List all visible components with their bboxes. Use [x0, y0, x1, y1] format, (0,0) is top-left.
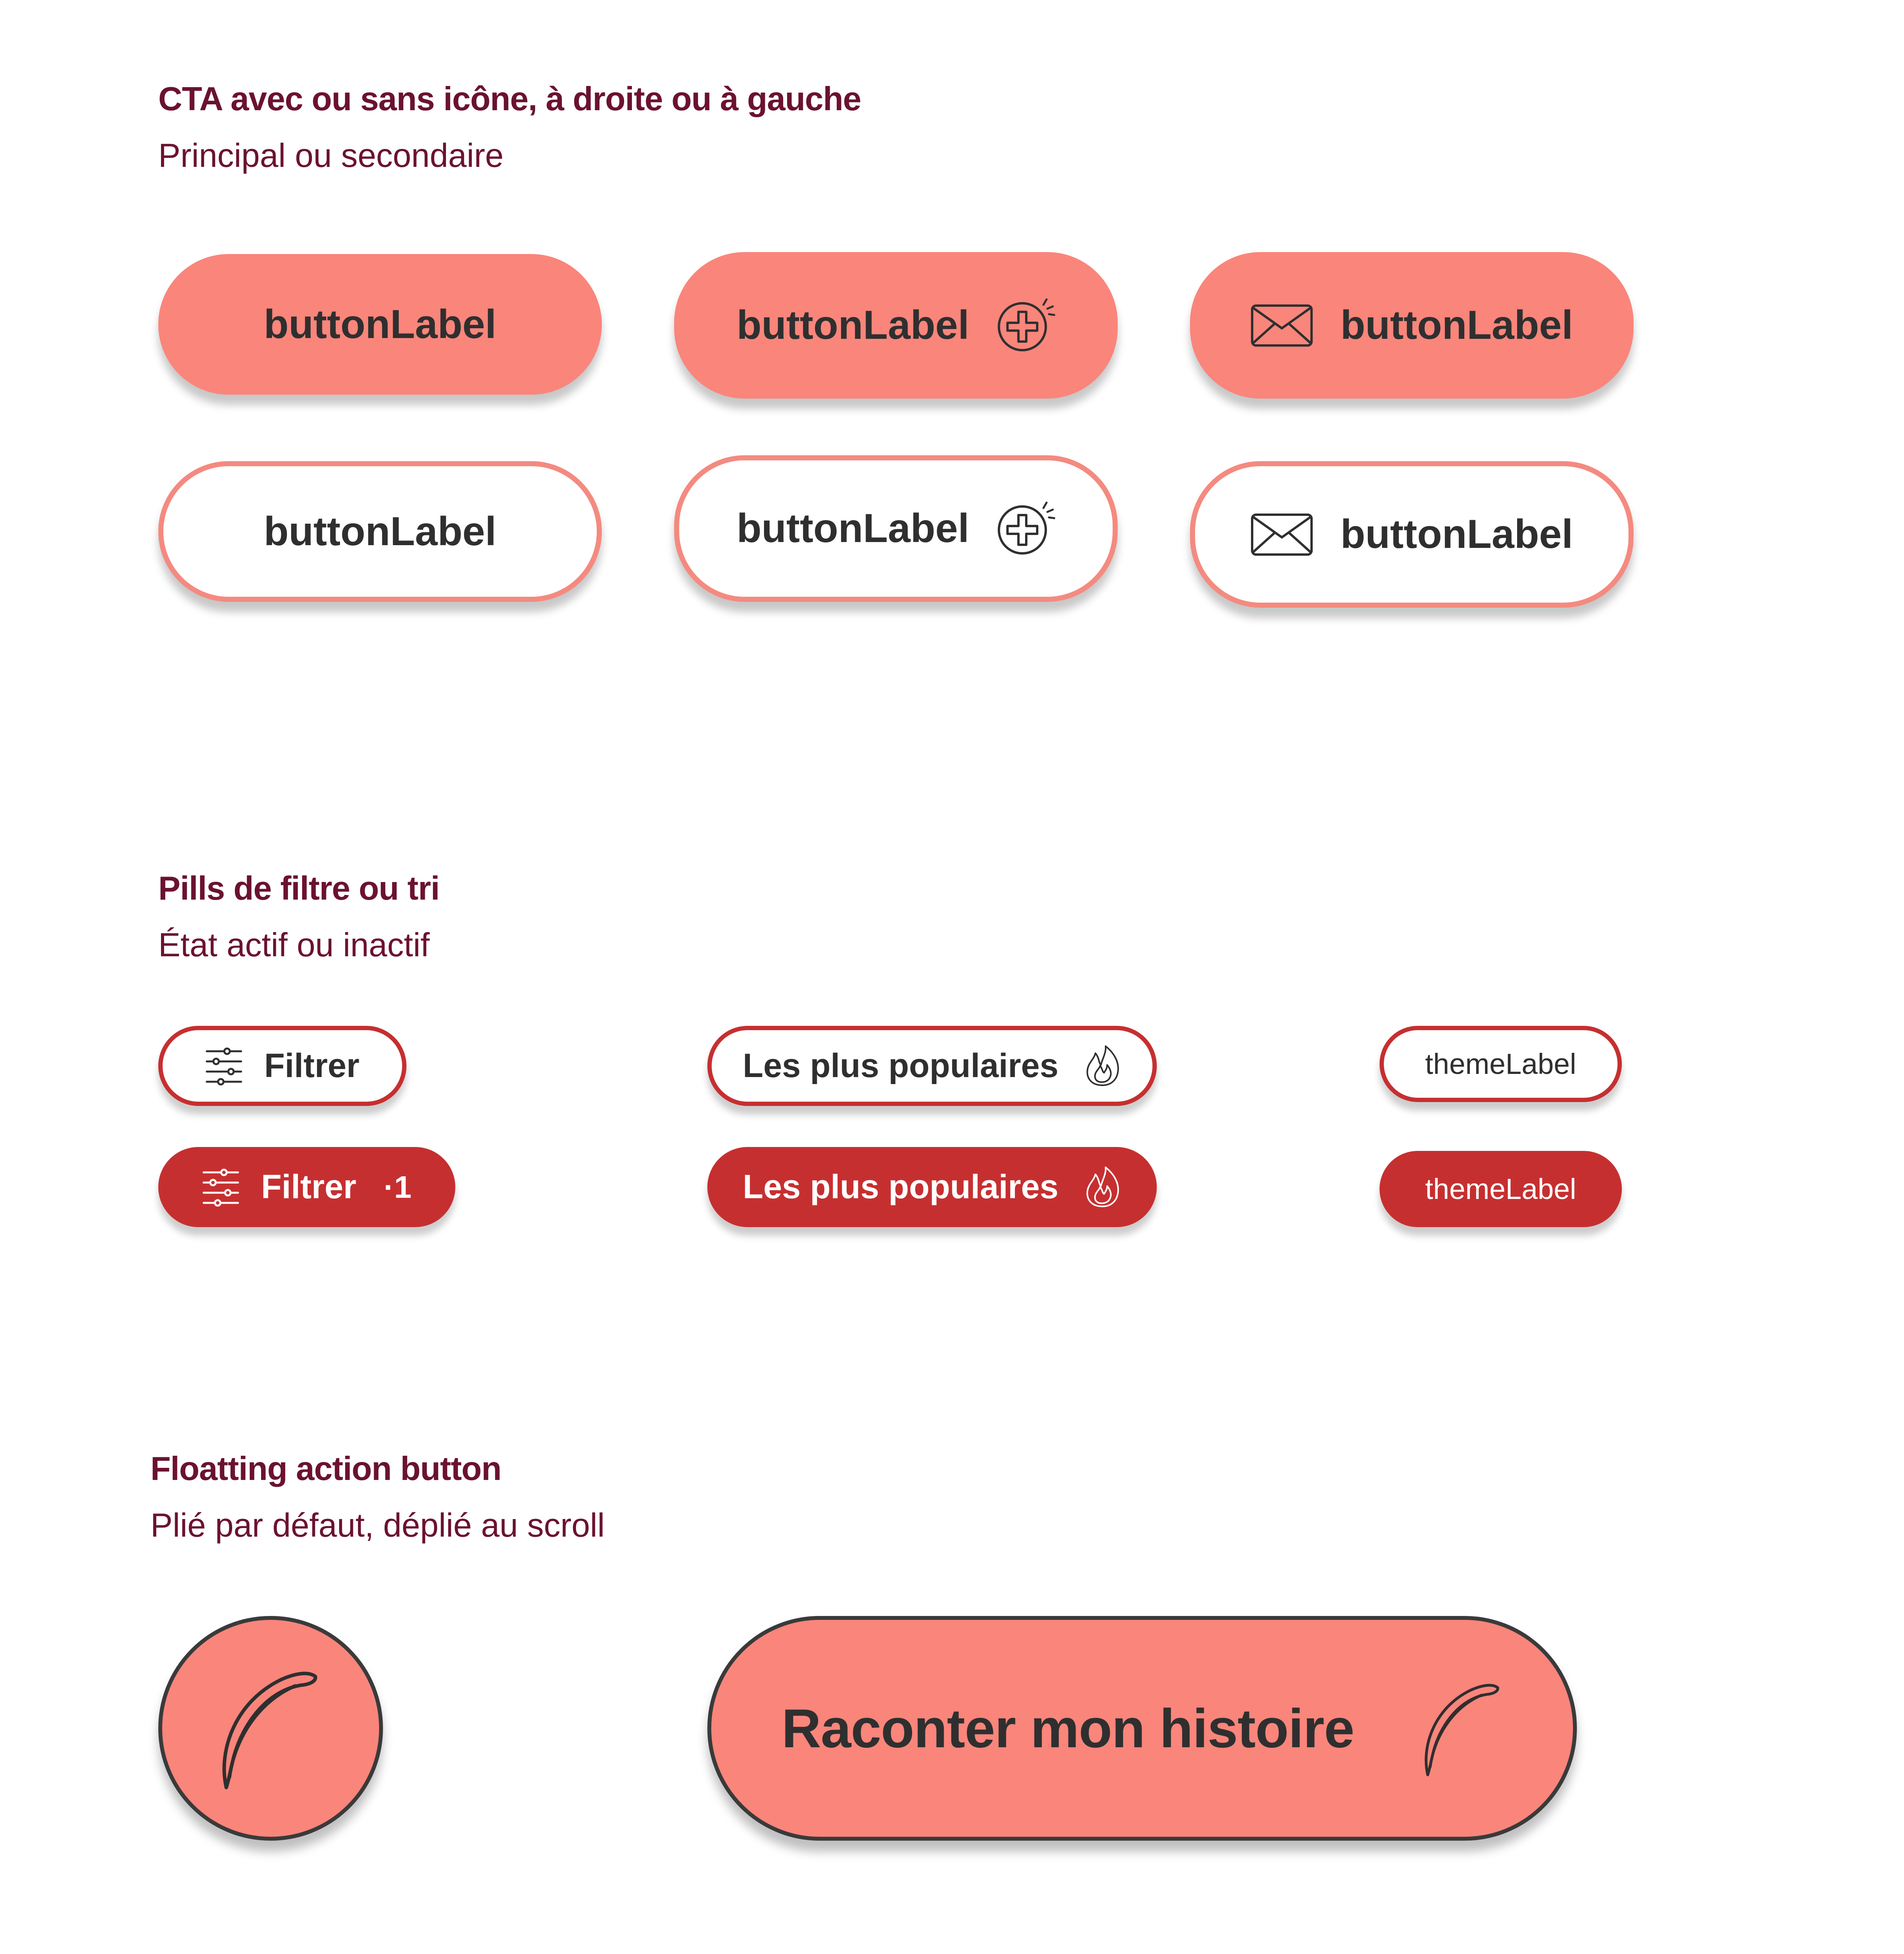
- theme-pill-inactive[interactable]: [1380, 1026, 1622, 1102]
- fire-icon: [1084, 1166, 1121, 1209]
- button-label: buttonLabel: [263, 301, 496, 347]
- fab-section-title: Floatting action button: [150, 1450, 501, 1487]
- pills-section-title: Pills de filtre ou tri: [158, 870, 440, 907]
- secondary-button-icon-left[interactable]: [1190, 461, 1634, 608]
- feather-icon: [212, 1664, 322, 1793]
- theme-pill-active[interactable]: [1380, 1151, 1622, 1227]
- sort-pill-inactive[interactable]: [707, 1026, 1157, 1106]
- feather-icon: [1417, 1678, 1503, 1779]
- button-label: buttonLabel: [263, 508, 496, 554]
- mail-icon: [1251, 513, 1313, 556]
- pill-label: Les plus populaires: [743, 1047, 1059, 1084]
- button-label: buttonLabel: [1340, 302, 1573, 348]
- fab-section-subtitle: Plié par défaut, déplié au scroll: [150, 1507, 605, 1544]
- button-label: buttonLabel: [1340, 512, 1573, 557]
- cta-section-title: CTA avec ou sans icône, à droite ou à gauche: [158, 81, 861, 118]
- pill-label: Les plus populaires: [743, 1168, 1059, 1206]
- primary-button-icon-left[interactable]: [1190, 252, 1634, 399]
- pills-section-subtitle: État actif ou inactif: [158, 927, 430, 964]
- secondary-button-icon-right[interactable]: [674, 455, 1118, 602]
- filter-pill-inactive[interactable]: [158, 1026, 406, 1106]
- primary-button[interactable]: [158, 254, 602, 395]
- mail-icon: [1251, 304, 1313, 347]
- pill-label: Filtrer: [264, 1047, 360, 1084]
- sort-pill-active[interactable]: [707, 1147, 1157, 1227]
- pill-label: Filtrer: [261, 1168, 356, 1206]
- plus-circle-icon: [997, 296, 1055, 355]
- fab-collapsed[interactable]: [158, 1616, 383, 1841]
- plus-circle-icon: [997, 499, 1055, 558]
- theme-label: themeLabel: [1425, 1173, 1577, 1205]
- theme-label: themeLabel: [1425, 1048, 1577, 1080]
- fab-extended[interactable]: [707, 1616, 1577, 1841]
- filter-count-badge: ·1: [383, 1169, 412, 1204]
- sliders-icon: [205, 1047, 243, 1086]
- cta-section-subtitle: Principal ou secondaire: [158, 137, 504, 174]
- primary-button-icon-right[interactable]: [674, 252, 1118, 399]
- filter-pill-active[interactable]: [158, 1147, 455, 1227]
- secondary-button[interactable]: [158, 461, 602, 602]
- fire-icon: [1084, 1045, 1121, 1088]
- button-label: buttonLabel: [736, 506, 969, 551]
- button-label: buttonLabel: [736, 302, 969, 348]
- fab-label: Raconter mon histoire: [782, 1697, 1354, 1759]
- sliders-icon: [202, 1168, 240, 1207]
